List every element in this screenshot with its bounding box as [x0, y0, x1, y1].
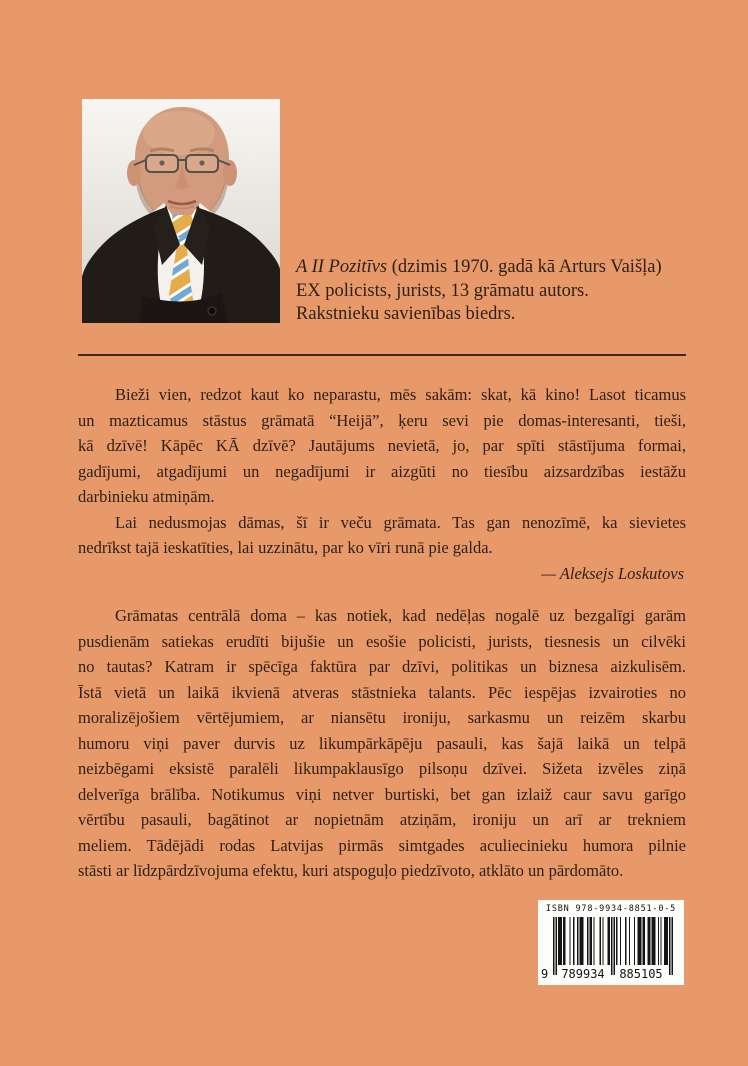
text-line: stāsti ar līdzpārdzīvojuma efektu, kuri atspoguļo piedzīvoto, atklāto un pārdomāto.: [78, 861, 624, 880]
text-line: moralizējošiem vērtējumiem, ar niansētu ironiju, sarkasmu un reizēm skarbu: [78, 708, 686, 727]
description-paragraph: [78, 603, 686, 884]
text-line: neizbēgami eksistē paralēli likumpaklausīgo pilsoņu dzīvei. Sižeta izvēles ziņā: [78, 759, 686, 778]
text-line: delverīga brālība. Notikumus viņi netver burtiski, bet gan izlaiž caur savu garīgo: [78, 784, 686, 804]
text-column: [78, 382, 686, 884]
quote-attribution: — Aleksejs Loskutovs: [541, 563, 684, 583]
author-photo: [82, 99, 280, 323]
quote-paragraph-2: [78, 510, 686, 561]
author-bio: [296, 256, 726, 327]
barcode-digits: [538, 967, 684, 982]
text-line: Lai nedusmojas dāmas, šī ir veču grāmata. Tas gan nenozīmē, ka sievietes: [115, 512, 686, 532]
text-line: Bieži vien, redzot kaut ko neparastu, mēs sakām: skat, kā kino! Lasot ticamus: [115, 385, 686, 404]
text-line: meliem. Tādējādi rodas Latvijas pirmās simtgades aculiecinieku humora pilnie: [78, 835, 686, 855]
isbn-number-label: ISBN 978-9934-8851-0-5: [545, 904, 677, 914]
text-line: darbinieku atmiņām.: [78, 487, 215, 506]
text-line: nedrīkst tajā ieskatīties, lai uzzinātu, par ko vīri runā pie galda.: [78, 538, 493, 557]
bio-line-2: EX policists, jurists, 13 grāmatu autors.: [296, 280, 589, 301]
author-pen-name: A II Pozitīvs: [296, 257, 388, 277]
bio-line-3: Rakstnieku savienības biedrs.: [296, 304, 516, 324]
barcode-digit-group2: 885105: [616, 967, 666, 981]
bio-line-1-rest: (dzimis 1970. gadā kā Arturs Vaišļa): [387, 257, 662, 277]
author-portrait-illustration: [82, 99, 280, 323]
text-line: Īstā vietā un laikā ikvienā atveras stāstnieka talants. Pēc iespējas izvairoties no: [78, 682, 686, 702]
text-line: un mazticamus stāstus grāmatā “Heijā”, ķeru sevi pie domas-interesanti, tieši,: [78, 410, 686, 430]
text-line: kā dzīvē! Kāpēc KĀ dzīvē? Jautājums nevietā, jo, par spīti stāstījuma formai,: [78, 436, 686, 455]
text-line: vērtību pasauli, bagātinot ar nopietnām atziņām, ironiju un arī ar trekniem: [78, 810, 686, 829]
text-line: gadījumi, atgadījumi un negadījumi ir aizgūti no tiesību aizsardzības iestāžu: [78, 461, 686, 481]
barcode-digit-group1: 789934: [561, 967, 605, 981]
text-line: pusdienām satiekas erudīti bijušie un esošie policisti, jurists, tiesnesis un cilvēki: [78, 631, 686, 651]
quote-paragraph-1: [78, 382, 686, 510]
divider-line: [78, 354, 686, 356]
text-line: no tautas? Katram ir spēcīga faktūra par dzīvi, politikas un biznesa aizkulisēm.: [78, 657, 686, 676]
barcode-digit-lead: 9: [541, 967, 549, 981]
text-line: Grāmatas centrālā doma – kas notiek, kad nedēļas nogalē uz bezgalīgi garām: [115, 606, 686, 625]
bio-line-1: [296, 256, 726, 280]
text-line: humoru viņi paver durvis uz likumpārkāpēju pasauli, kas šajā laikā un telpā: [78, 733, 686, 753]
isbn-barcode-block: [538, 900, 684, 985]
